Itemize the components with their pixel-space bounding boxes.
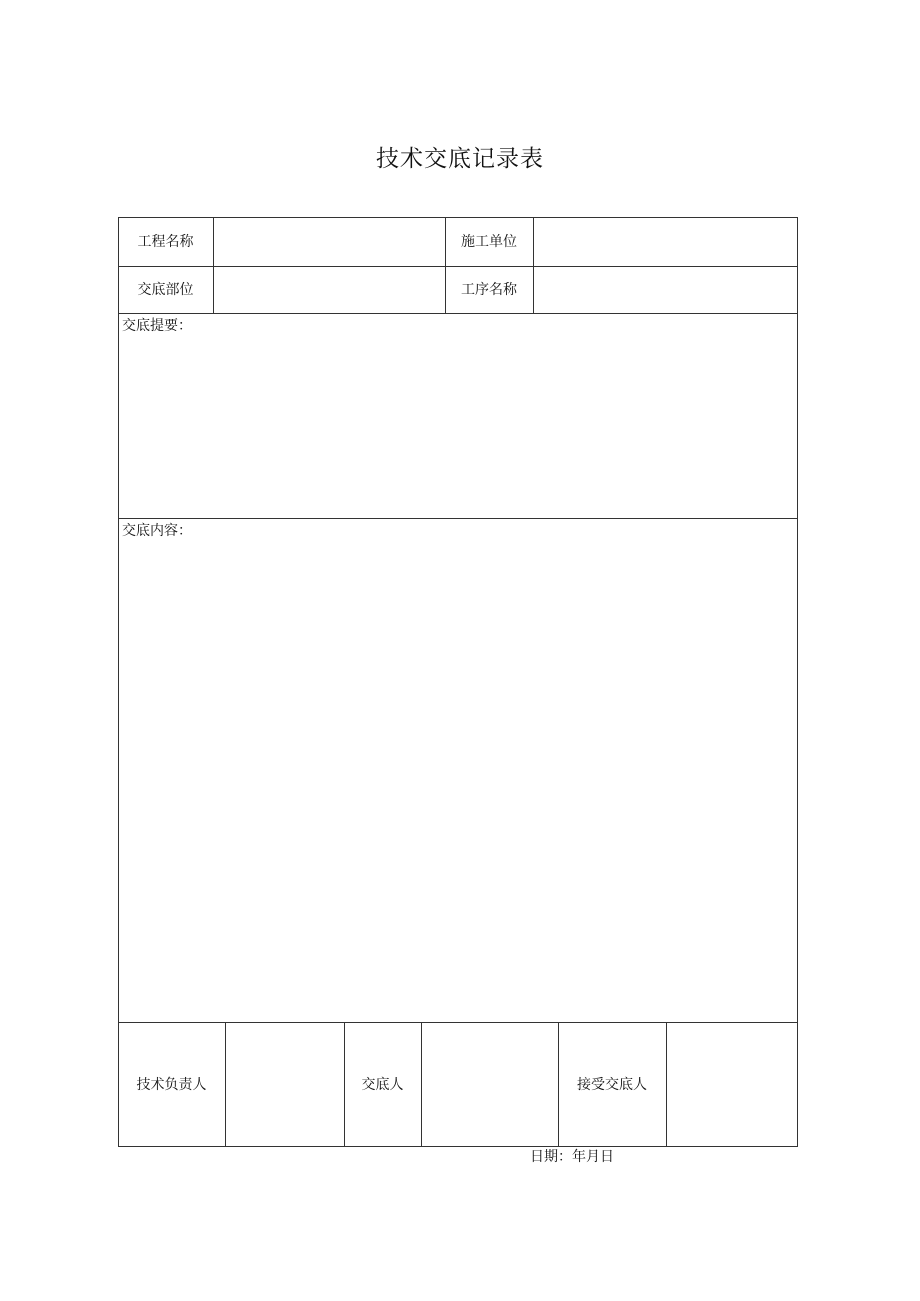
receiver-label: 接受交底人 xyxy=(577,1076,647,1093)
handover-part-field[interactable] xyxy=(214,267,445,313)
project-name-field[interactable] xyxy=(214,218,445,266)
date-line xyxy=(530,1147,614,1167)
content-section[interactable] xyxy=(119,519,797,1022)
construction-unit-label: 施工单位 xyxy=(461,233,517,250)
project-name-label: 工程名称 xyxy=(137,233,194,250)
receiver-signature-field[interactable] xyxy=(667,1023,797,1146)
process-name-field[interactable] xyxy=(534,267,797,313)
summary-label: 交底提要： xyxy=(122,318,192,334)
content-label: 交底内容： xyxy=(122,523,192,539)
construction-unit-field[interactable] xyxy=(534,218,797,266)
handover-person-signature-field[interactable] xyxy=(422,1023,558,1146)
technical-lead-label: 技术负责人 xyxy=(136,1076,207,1093)
date-value[interactable]: 年月日 xyxy=(572,1149,614,1165)
form-title: 技术交底记录表 xyxy=(376,146,544,172)
handover-part-label: 交底部位 xyxy=(137,281,194,298)
process-name-label: 工序名称 xyxy=(461,281,517,298)
date-label: 日期： xyxy=(530,1149,572,1165)
technical-lead-signature-field[interactable] xyxy=(226,1023,344,1146)
handover-person-label: 交底人 xyxy=(361,1076,404,1093)
summary-section[interactable] xyxy=(119,314,797,518)
